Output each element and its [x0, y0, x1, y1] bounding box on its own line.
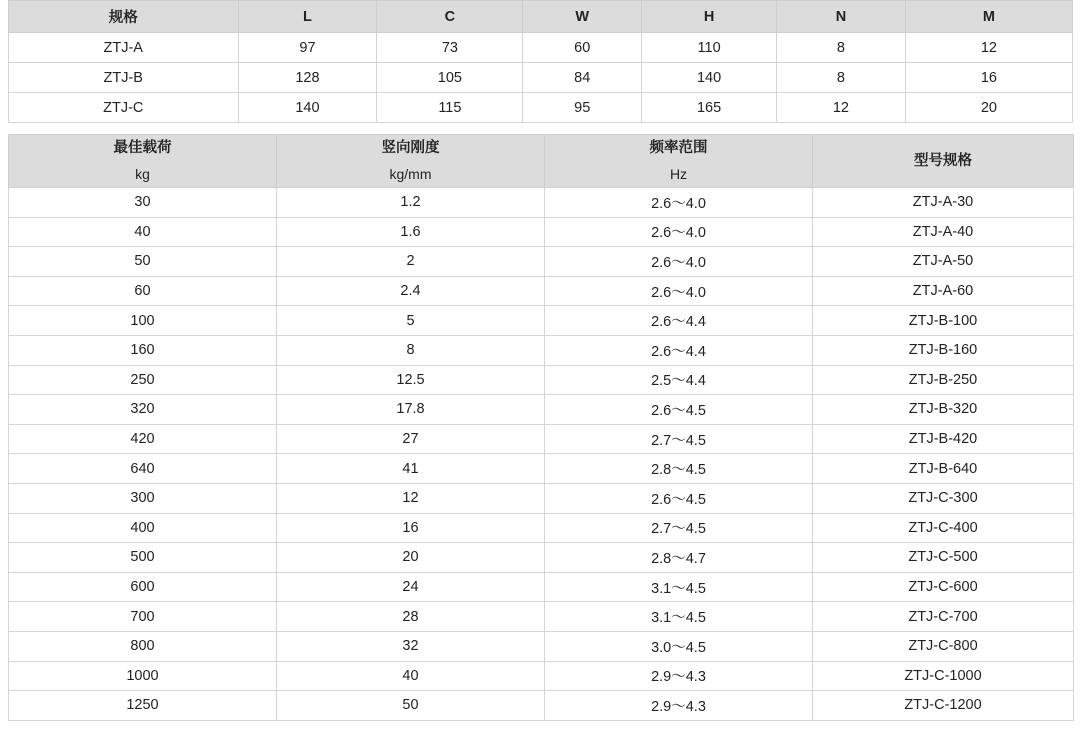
table-cell: 2.6～4.5 [545, 483, 813, 513]
table-cell: 16 [905, 63, 1072, 93]
table-cell: 2 [277, 247, 545, 277]
dimension-table-body [9, 33, 1073, 123]
table-cell: 5 [277, 306, 545, 336]
table-row [9, 33, 1073, 63]
table-cell: ZTJ-B-250 [813, 365, 1074, 395]
table-cell: ZTJ-B [9, 63, 239, 93]
table-cell: 8 [277, 335, 545, 365]
table-cell: 2.9～4.3 [545, 661, 813, 691]
table-cell: 320 [9, 395, 277, 425]
table-cell: 2.9～4.3 [545, 691, 813, 721]
table-cell: 50 [277, 691, 545, 721]
table-cell: 105 [377, 63, 523, 93]
load-col-header-title: 型号规格 [914, 153, 972, 169]
table-cell: ZTJ-C-400 [813, 513, 1074, 543]
table-cell: 73 [377, 33, 523, 63]
table-cell: 8 [777, 33, 906, 63]
table-row [9, 602, 1074, 632]
load-col-header-unit: Hz [669, 166, 688, 182]
table-header-row [9, 135, 1074, 188]
load-col-header-title: 频率范围 [649, 140, 708, 156]
table-cell: 160 [9, 335, 277, 365]
load-col-header [813, 135, 1074, 188]
dimension-col-header: N [777, 1, 906, 33]
table-cell: 97 [238, 33, 377, 63]
table-cell: 27 [277, 424, 545, 454]
table-cell: ZTJ-B-640 [813, 454, 1074, 484]
table-cell: 100 [9, 306, 277, 336]
table-row [9, 395, 1074, 425]
table-cell: 20 [905, 93, 1072, 123]
table-cell: 12.5 [277, 365, 545, 395]
load-col-header-unit: kg [135, 166, 150, 182]
table-cell: ZTJ-B-420 [813, 424, 1074, 454]
table-cell: 40 [277, 661, 545, 691]
table-cell: 17.8 [277, 395, 545, 425]
dimension-col-header: M [905, 1, 1072, 33]
table-cell: ZTJ-C [9, 93, 239, 123]
table-cell: ZTJ-A [9, 33, 239, 63]
table-cell: 28 [277, 602, 545, 632]
table-cell: 24 [277, 572, 545, 602]
table-cell: 2.6～4.5 [545, 395, 813, 425]
table-row [9, 188, 1074, 218]
load-table [8, 134, 1074, 721]
table-cell: ZTJ-C-1200 [813, 691, 1074, 721]
load-col-header-title: 竖向刚度 [381, 140, 440, 156]
table-cell: 2.6～4.4 [545, 306, 813, 336]
table-cell: 1.2 [277, 188, 545, 218]
table-cell: 800 [9, 631, 277, 661]
table-cell: 2.6～4.0 [545, 188, 813, 218]
load-table-body [9, 188, 1074, 721]
load-col-header [545, 135, 813, 188]
table-cell: 115 [377, 93, 523, 123]
table-cell: ZTJ-C-1000 [813, 661, 1074, 691]
load-col-header-title: 最佳载荷 [113, 140, 172, 156]
table-cell: 1250 [9, 691, 277, 721]
load-col-header-unit: kg/mm [389, 166, 432, 182]
table-cell: 32 [277, 631, 545, 661]
dimension-col-header: L [238, 1, 377, 33]
dimension-col-header: H [642, 1, 777, 33]
table-row [9, 217, 1074, 247]
table-row [9, 424, 1074, 454]
table-cell: 140 [238, 93, 377, 123]
dimension-col-header: 规格 [9, 1, 239, 33]
table-cell: 60 [9, 276, 277, 306]
table-cell: 128 [238, 63, 377, 93]
table-row [9, 63, 1073, 93]
table-row [9, 93, 1073, 123]
dimension-col-header: C [377, 1, 523, 33]
table-cell: 2.6～4.0 [545, 247, 813, 277]
table-cell: 60 [523, 33, 642, 63]
table-cell: 700 [9, 602, 277, 632]
table-row [9, 276, 1074, 306]
table-cell: 2.6～4.0 [545, 276, 813, 306]
table-cell: 165 [642, 93, 777, 123]
table-row [9, 661, 1074, 691]
table-row [9, 306, 1074, 336]
dimension-col-header: W [523, 1, 642, 33]
table-cell: 20 [277, 543, 545, 573]
table-cell: 30 [9, 188, 277, 218]
table-cell: 1.6 [277, 217, 545, 247]
table-row [9, 543, 1074, 573]
table-cell: 420 [9, 424, 277, 454]
table-cell: ZTJ-C-700 [813, 602, 1074, 632]
table-cell: 2.7～4.5 [545, 513, 813, 543]
table-cell: 2.4 [277, 276, 545, 306]
table-cell: 95 [523, 93, 642, 123]
table-row [9, 365, 1074, 395]
table-row [9, 247, 1074, 277]
table-row [9, 483, 1074, 513]
table-cell: ZTJ-B-160 [813, 335, 1074, 365]
table-cell: 500 [9, 543, 277, 573]
table-header-row [9, 1, 1073, 33]
table-cell: 8 [777, 63, 906, 93]
table-row [9, 572, 1074, 602]
table-cell: 2.8～4.5 [545, 454, 813, 484]
table-row [9, 631, 1074, 661]
table-cell: 41 [277, 454, 545, 484]
table-cell: 2.8～4.7 [545, 543, 813, 573]
table-cell: ZTJ-C-800 [813, 631, 1074, 661]
load-col-header [9, 135, 277, 188]
table-cell: 12 [905, 33, 1072, 63]
table-cell: ZTJ-A-50 [813, 247, 1074, 277]
table-cell: 400 [9, 513, 277, 543]
table-cell: 40 [9, 217, 277, 247]
table-row [9, 335, 1074, 365]
dimension-table [8, 0, 1073, 123]
table-cell: 300 [9, 483, 277, 513]
load-col-header [277, 135, 545, 188]
table-cell: ZTJ-C-300 [813, 483, 1074, 513]
table-cell: 16 [277, 513, 545, 543]
table-row [9, 513, 1074, 543]
table-cell: 3.1～4.5 [545, 572, 813, 602]
dimension-table-header [9, 1, 1073, 33]
table-cell: 12 [277, 483, 545, 513]
table-cell: 84 [523, 63, 642, 93]
table-cell: 12 [777, 93, 906, 123]
table-row [9, 691, 1074, 721]
table-cell: 3.1～4.5 [545, 602, 813, 632]
table-cell: ZTJ-A-60 [813, 276, 1074, 306]
table-row [9, 454, 1074, 484]
table-cell: 640 [9, 454, 277, 484]
table-cell: ZTJ-A-30 [813, 188, 1074, 218]
table-cell: 50 [9, 247, 277, 277]
table-cell: ZTJ-C-500 [813, 543, 1074, 573]
load-table-header [9, 135, 1074, 188]
table-cell: 110 [642, 33, 777, 63]
table-cell: ZTJ-B-100 [813, 306, 1074, 336]
table-cell: ZTJ-A-40 [813, 217, 1074, 247]
table-cell: 2.6～4.0 [545, 217, 813, 247]
table-cell: ZTJ-C-600 [813, 572, 1074, 602]
table-cell: 600 [9, 572, 277, 602]
table-cell: 3.0～4.5 [545, 631, 813, 661]
table-cell: 1000 [9, 661, 277, 691]
table-cell: 2.7～4.5 [545, 424, 813, 454]
table-cell: ZTJ-B-320 [813, 395, 1074, 425]
table-cell: 2.6～4.4 [545, 335, 813, 365]
table-cell: 2.5～4.4 [545, 365, 813, 395]
table-cell: 250 [9, 365, 277, 395]
table-cell: 140 [642, 63, 777, 93]
